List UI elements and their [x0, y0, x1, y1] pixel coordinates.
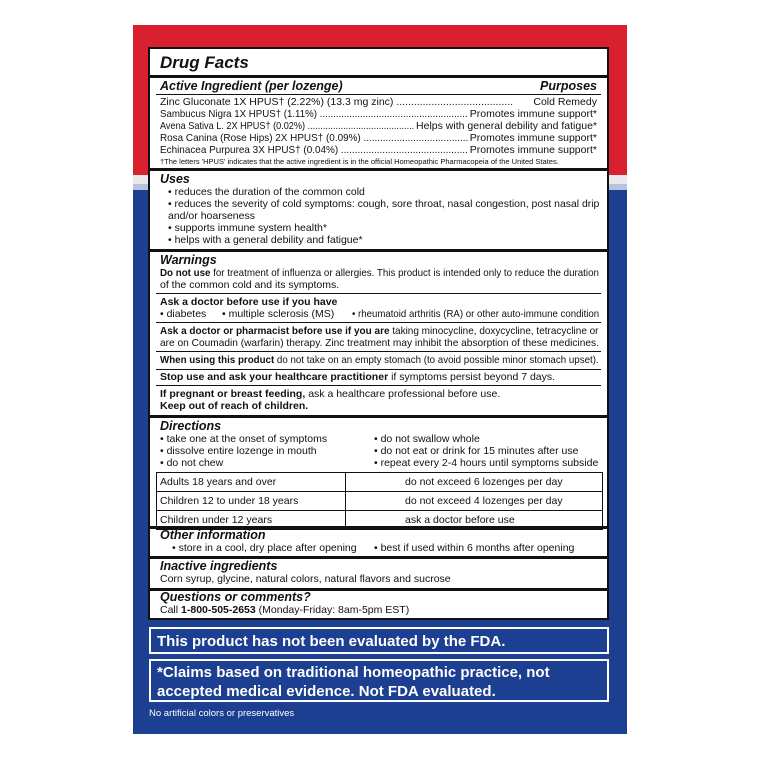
ask-pharmacist-line [160, 325, 599, 337]
drug-facts-title: Drug Facts [160, 53, 249, 72]
ingredient-row: Zinc Gluconate 1X HPUS† (2.22%) (13.3 mg zinc) ........................................ [160, 96, 514, 108]
do-not-use-label: Do not use [160, 267, 211, 279]
stop-use-line [160, 371, 555, 383]
table-divider [345, 492, 346, 510]
footer-note: No artificial colors or preservatives [149, 708, 295, 719]
direction-item: • dissolve entire lozenge in mouth [160, 445, 317, 457]
phone-hours: (Monday-Friday: 8am-5pm EST) [255, 604, 410, 616]
when-using-label: When using this product [160, 354, 275, 366]
ingredient-purpose: Promotes immune support* [469, 144, 597, 156]
ingredient-row: Echinacea Purpurea 3X HPUS† (0.04%) .............................................. [160, 144, 468, 156]
inactive-ingredients: Corn syrup, glycine, natural colors, natural flavors and sucrose [160, 573, 451, 585]
ingredient-row: Avena Sativa L. 2X HPUS† (0.02%) .......................................... [160, 120, 415, 132]
ask-pharmacist-label: Ask a doctor or pharmacist before use if you are [160, 325, 390, 337]
divider [156, 385, 601, 386]
when-using-text: do not take on an empty stomach (to avoid possible minor stomach upset). [274, 354, 599, 366]
pregnant-text: ask a healthcare professional before use. [305, 388, 501, 400]
claims-notice-line: *Claims based on traditional homeopathic practice, not [157, 664, 550, 681]
stop-use-label: Stop use and ask your healthcare practitioner [160, 371, 389, 383]
divider [156, 94, 601, 95]
fda-notice-box [149, 627, 609, 654]
direction-item: • do not chew [160, 457, 224, 469]
uses-item: • reduces the duration of the common cold [168, 186, 365, 198]
dosage-table [156, 472, 603, 530]
condition-item: • multiple sclerosis (MS) [222, 308, 335, 320]
direction-item: • take one at the onset of symptoms [160, 433, 328, 445]
divider [150, 75, 607, 78]
divider [156, 351, 601, 352]
direction-item: • repeat every 2-4 hours until symptoms subside [374, 457, 599, 469]
ingredient-row: Rosa Canina (Rose Hips) 2X HPUS† (0.09%) ...................................... [160, 132, 469, 144]
fda-notice-text: This product has not been evaluated by the FDA. [157, 633, 506, 650]
divider [156, 369, 601, 370]
divider [150, 249, 607, 252]
pregnant-label: If pregnant or breast feeding, [160, 388, 306, 400]
hpus-footnote: †The letters 'HPUS' indicates that the active ingredient is in the official Homeopathic Pharmacopeia of the United States. [160, 157, 559, 166]
ask-doctor-heading: Ask a doctor before use if you have [160, 296, 338, 308]
purposes-header: Purposes [540, 79, 597, 93]
dosage-group: Children under 12 years [160, 514, 273, 526]
table-divider [345, 473, 346, 491]
claims-notice-line: accepted medical evidence. Not FDA evaluated. [157, 683, 496, 700]
ingredient-purpose: Promotes immune support* [469, 108, 597, 120]
divider [156, 322, 601, 323]
dosage-amount: ask a doctor before use [405, 514, 515, 526]
call-prefix: Call [160, 604, 182, 616]
ask-pharmacist-text: taking minocycline, doxycycline, tetracycline or [389, 325, 599, 337]
divider [156, 293, 601, 294]
stop-use-text: if symptoms persist beyond 7 days. [388, 371, 556, 383]
phone-line [160, 604, 409, 616]
active-ingredient-header: Active Ingredient (per lozenge) [160, 79, 343, 93]
do-not-use-line [160, 267, 599, 279]
inactive-header: Inactive ingredients [160, 559, 278, 573]
other-info-item: • store in a cool, dry place after opening [172, 542, 357, 554]
condition-item: • rheumatoid arthritis (RA) or other auto-immune condition [352, 308, 600, 320]
ask-pharmacist-text-cont: are on Coumadin (warfarin) therapy. Zinc treatment may inhibit the absorption of these medicines. [160, 337, 599, 349]
do-not-use-text-cont: of the common cold and its symptoms. [160, 279, 340, 291]
uses-item: • reduces the severity of cold symptoms: cough, sore throat, nasal congestion, post nasal drip [168, 198, 600, 210]
direction-item: • do not swallow whole [374, 433, 480, 445]
dosage-group: Children 12 to under 18 years [160, 495, 299, 507]
uses-item: • supports immune system health* [168, 222, 327, 234]
claims-notice-box [149, 659, 609, 702]
warnings-header: Warnings [160, 253, 217, 267]
pregnant-line [160, 388, 500, 400]
divider [150, 168, 607, 171]
questions-header: Questions or comments? [160, 590, 311, 604]
uses-item: and/or hoarseness [168, 210, 255, 222]
other-info-header: Other information [160, 528, 266, 542]
other-info-item: • best if used within 6 months after opening [374, 542, 575, 554]
ingredient-purpose: Promotes immune support* [469, 132, 597, 144]
uses-header: Uses [160, 172, 190, 186]
keep-out-of-reach: Keep out of reach of children. [160, 400, 309, 412]
condition-item: • diabetes [160, 308, 207, 320]
do-not-use-text: for treatment of influenza or allergies. This product is intended only to reduce the duration [210, 267, 599, 279]
direction-item: • do not eat or drink for 15 minutes after use [374, 445, 579, 457]
directions-header: Directions [160, 419, 222, 433]
ingredient-purpose: Cold Remedy [533, 96, 597, 108]
dosage-amount: do not exceed 6 lozenges per day [405, 476, 563, 488]
ingredient-purpose: Helps with general debility and fatigue* [416, 120, 597, 132]
table-row [157, 473, 602, 492]
uses-item: • helps with a general debility and fatigue* [168, 234, 363, 246]
phone-number: 1-800-505-2653 [181, 604, 256, 616]
dosage-amount: do not exceed 4 lozenges per day [405, 495, 563, 507]
dosage-group: Adults 18 years and over [160, 476, 277, 488]
drug-facts-panel [148, 47, 609, 620]
table-row [157, 492, 602, 511]
divider [150, 415, 607, 418]
when-using-line [160, 354, 599, 366]
ingredient-row: Sambucus Nigra 1X HPUS† (1.11%) ....................................................... [160, 108, 468, 120]
